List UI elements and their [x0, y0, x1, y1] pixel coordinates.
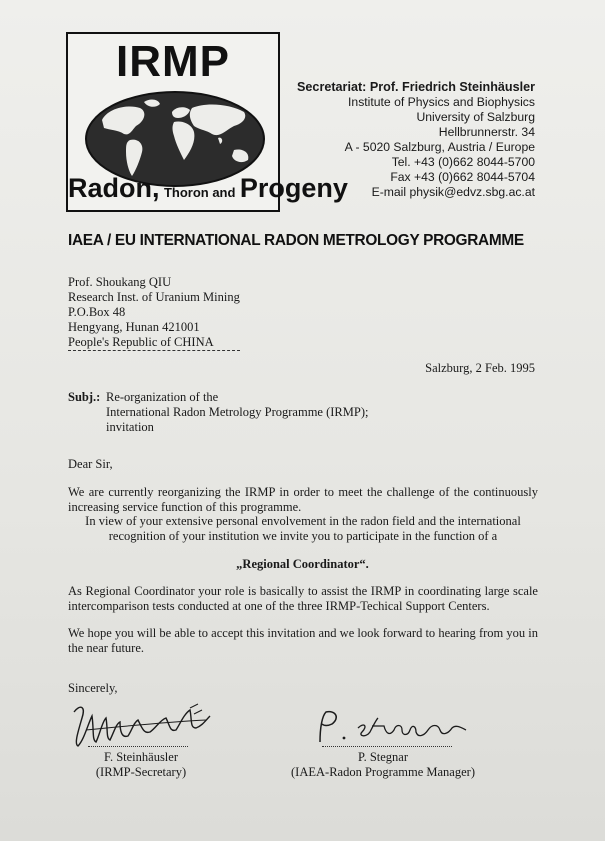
logo-title: IRMP	[116, 37, 230, 86]
signature-stegnar	[312, 708, 472, 748]
signatory-name: P. Stegnar	[358, 750, 408, 764]
paragraph-line: In view of your extensive personal envolvement in the radon field and the international	[85, 514, 521, 528]
subject-line: International Radon Metrology Programme (IRMP);	[106, 405, 369, 419]
paragraph-role: As Regional Coordinator your role is basically to assist the IRMP in coordinating large scale intercomparison tests conducted at one of the three IRMP-Techical Support Centers.	[68, 584, 538, 613]
signature-line	[322, 746, 452, 747]
signatory-name: F. Steinhäusler	[104, 750, 178, 764]
subject-line: invitation	[106, 420, 154, 434]
letter-date: Salzburg, 2 Feb. 1995	[425, 361, 535, 375]
secretariat-phone: Tel. +43 (0)662 8044-5700	[391, 155, 535, 169]
recipient-line: P.O.Box 48	[68, 305, 126, 319]
salutation: Dear Sir,	[68, 457, 113, 471]
irmp-logo	[66, 32, 348, 212]
secretariat-line: Institute of Physics and Biophysics	[348, 95, 535, 109]
paragraph-closing-hope: We hope you will be able to accept this invitation and we look forward to hearing from you in the near future.	[68, 626, 538, 655]
role-title: „Regional Coordinator“.	[236, 557, 369, 571]
secretariat-email: E-mail physik@edvz.sbg.ac.at	[371, 185, 535, 199]
paragraph-invitation	[68, 514, 538, 544]
recipient-line: Research Inst. of Uranium Mining	[68, 290, 240, 304]
subject-block	[68, 390, 538, 435]
recipient-line: People's Republic of CHINA	[68, 335, 214, 349]
logo-subtitle: Radon, Thoron and Progeny	[68, 173, 348, 203]
programme-title: IAEA / EU INTERNATIONAL RADON METROLOGY PROGRAMME	[68, 232, 524, 249]
closing: Sincerely,	[68, 681, 118, 695]
recipient-address	[68, 275, 240, 350]
secretariat-head: Secretariat: Prof. Friedrich Steinhäusler	[297, 80, 535, 94]
signatory-steinhaeusler	[66, 750, 216, 780]
secretariat-fax: Fax +43 (0)662 8044-5704	[390, 170, 535, 184]
secretariat-address	[297, 80, 535, 200]
subject-line: Re-organization of the	[106, 390, 219, 404]
signatory-role: (IAEA-Radon Programme Manager)	[291, 765, 475, 779]
secretariat-line: University of Salzburg	[416, 110, 535, 124]
signature-steinhaeusler	[66, 700, 216, 750]
recipient-line: Prof. Shoukang QIU	[68, 275, 172, 289]
signatory-role: (IRMP-Secretary)	[95, 765, 187, 779]
secretariat-line: Hellbrunnerstr. 34	[438, 125, 535, 139]
secretariat-line: A - 5020 Salzburg, Austria / Europe	[344, 140, 535, 154]
address-divider	[68, 350, 240, 351]
signatory-stegnar	[276, 750, 490, 780]
paragraph-reorganizing: We are currently reorganizing the IRMP in order to meet the challenge of the continuously increasing service function of this programme.	[68, 485, 538, 514]
paragraph-line: recognition of your institution we invite you to participate in the function of a	[108, 529, 498, 543]
signature-line	[88, 746, 188, 747]
recipient-line: Hengyang, Hunan 421001	[68, 320, 200, 334]
subject-label: Subj.:	[68, 390, 101, 404]
